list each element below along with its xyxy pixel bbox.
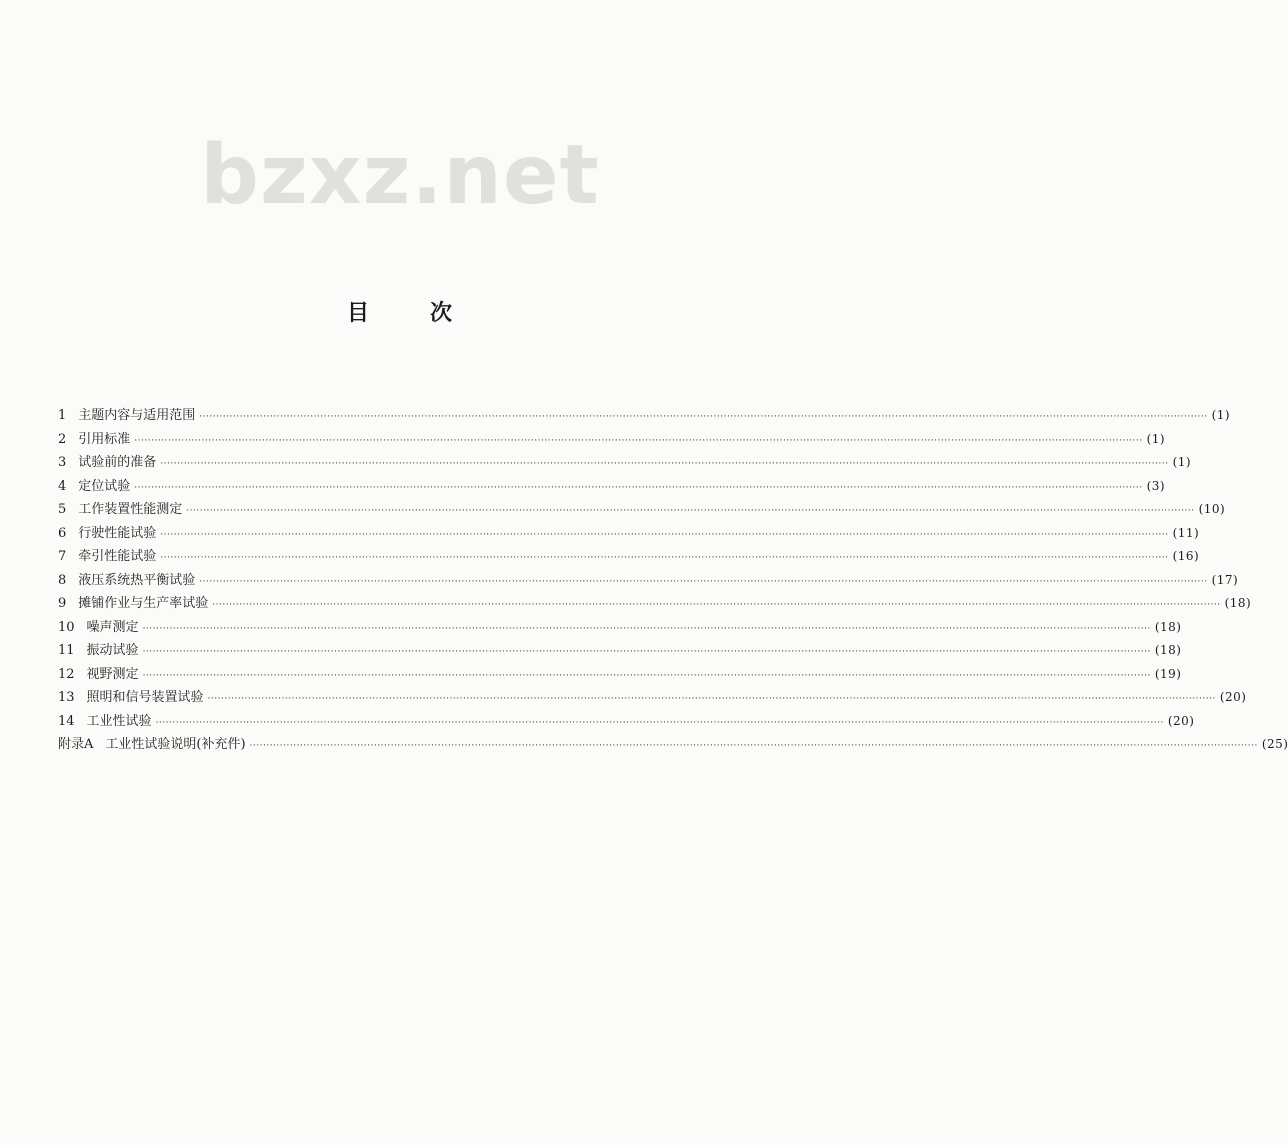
toc-entry[interactable]: [58, 592, 1252, 616]
toc-leader-dots: ············································································································································································································································································································: [199, 576, 1208, 587]
toc-entry-page: (18): [1154, 619, 1182, 634]
toc-leader-dots: ············································································································································································································································································································: [160, 529, 1169, 540]
toc-entry-title: 振动试验: [86, 643, 139, 658]
toc-leader-dots: ············································································································································································································································································································: [134, 435, 1143, 446]
toc-entry[interactable]: [58, 686, 1247, 710]
toc-entry-number: 4: [58, 478, 67, 494]
toc-entry[interactable]: [58, 616, 1182, 640]
toc-entry-page: (25): [1261, 737, 1288, 751]
toc-entry-title: 试验前的准备: [78, 455, 157, 470]
toc-leader-dots: ············································································································································································································································································································: [142, 623, 1151, 634]
toc-entry-title: 视野测定: [86, 666, 139, 682]
toc-entry-title: 噪声测定: [86, 619, 139, 635]
toc-entry-page: (18): [1224, 596, 1252, 610]
toc-entry-number: 2: [58, 431, 67, 447]
toc-entry-title: 照明和信号装置试验: [86, 690, 204, 705]
toc-entry-page: (10): [1198, 502, 1226, 516]
toc-entry[interactable]: [58, 522, 1200, 546]
toc-entry-number: 9: [58, 596, 67, 611]
toc-leader-dots: ············································································································································································································································································································: [207, 694, 1216, 704]
toc-entry-number: 14: [58, 713, 75, 729]
toc-entry[interactable]: [58, 569, 1239, 593]
watermark: bzxz.net: [200, 128, 600, 223]
toc-leader-dots: ············································································································································································································································································································: [160, 553, 1169, 563]
toc-entry[interactable]: [58, 428, 1166, 452]
toc-entry-page: (11): [1172, 525, 1200, 540]
toc-entry-number: 1: [58, 408, 67, 423]
toc-entry-number: 13: [58, 690, 75, 705]
toc-entry-title: 液压系统热平衡试验: [78, 572, 196, 588]
toc-leader-dots: ············································································································································································································································································································: [142, 647, 1151, 657]
toc-entry-number: 10: [58, 619, 75, 635]
toc-entry-number: 附录A: [58, 737, 94, 752]
toc-entry-title: 引用标准: [78, 431, 131, 447]
title-char-1: 目: [346, 301, 370, 326]
toc-entry-page: (1): [1211, 408, 1231, 422]
toc-entry[interactable]: [58, 475, 1166, 499]
toc-leader-dots: ············································································································································································································································································································: [142, 670, 1151, 681]
toc-entry[interactable]: [58, 663, 1182, 687]
toc-entry[interactable]: [58, 404, 1231, 428]
toc-entry-title: 主题内容与适用范围: [78, 408, 196, 423]
toc-leader-dots: ············································································································································································································································································································: [199, 412, 1208, 422]
toc-entry-number: 5: [58, 502, 67, 517]
toc-leader-dots: ············································································································································································································································································································: [134, 482, 1143, 493]
page-title: [0, 296, 800, 327]
toc-entry-title: 行驶性能试验: [78, 525, 157, 541]
toc-entry-title: 摊铺作业与生产率试验: [78, 596, 209, 611]
toc-entry-page: (20): [1219, 690, 1247, 704]
toc-entry[interactable]: [58, 545, 1200, 569]
toc-entry[interactable]: [58, 498, 1226, 522]
table-of-contents: [58, 404, 1288, 757]
toc-entry-title: 工作装置性能测定: [78, 502, 183, 517]
toc-leader-dots: ············································································································································································································································································································: [160, 459, 1169, 469]
toc-entry-title: 工业性试验: [86, 713, 152, 729]
toc-entry[interactable]: [58, 733, 1288, 757]
toc-entry-page: (3): [1146, 478, 1166, 493]
toc-entry-number: 6: [58, 525, 67, 541]
toc-entry-title: 定位试验: [78, 478, 131, 494]
toc-entry-page: (20): [1167, 713, 1195, 728]
toc-entry-page: (17): [1211, 572, 1239, 587]
toc-entry-number: 7: [58, 549, 67, 564]
toc-entry-number: 3: [58, 455, 67, 470]
toc-entry-page: (1): [1172, 455, 1192, 469]
toc-entry-title: 牵引性能试验: [78, 549, 157, 564]
toc-leader-dots: ············································································································································································································································································································: [249, 741, 1258, 751]
toc-entry-page: (19): [1154, 666, 1182, 681]
toc-leader-dots: ············································································································································································································································································································: [186, 506, 1195, 516]
toc-leader-dots: ············································································································································································································································································································: [212, 600, 1221, 610]
toc-entry-number: 11: [58, 643, 75, 658]
toc-entry-page: (18): [1154, 643, 1182, 657]
toc-entry-page: (1): [1146, 431, 1166, 446]
toc-entry[interactable]: [58, 639, 1182, 663]
toc-entry-title: 工业性试验说明(补充件): [105, 737, 246, 752]
toc-entry-number: 8: [58, 572, 67, 588]
toc-entry[interactable]: [58, 710, 1195, 734]
toc-entry-page: (16): [1172, 549, 1200, 563]
title-char-2: 次: [430, 301, 454, 326]
toc-leader-dots: ············································································································································································································································································································: [155, 717, 1164, 728]
toc-entry-number: 12: [58, 666, 75, 682]
toc-entry[interactable]: [58, 451, 1192, 475]
